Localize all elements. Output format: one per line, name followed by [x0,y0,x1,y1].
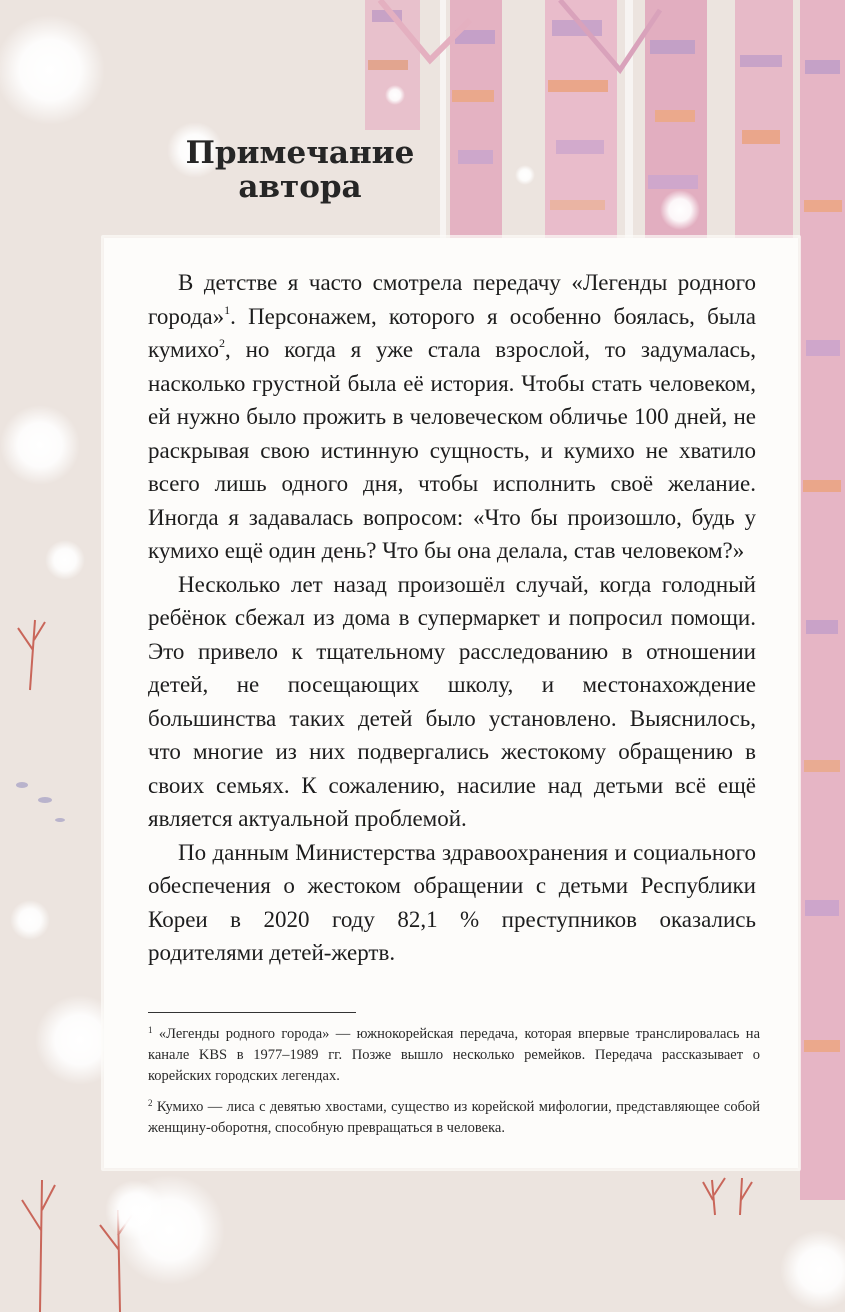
body-text [148,266,756,970]
footnote-divider [148,1012,356,1013]
paragraph-3: По данным Министерства здравоохранения и социального обеспечения о жестоком обращении с детьми Республики Кореи в 2020 году 82,1 % преступников оказались родителями детей-жертв. [148,839,756,965]
footnote-2: $^2$ Кумихо — лиса с девятью хвостами, существо из корейской мифологии, представляющее собой женщину-оборотня, способную превращаться в человека. [148,1098,761,1136]
ground-marks [16,782,65,822]
footnote-ref-2[interactable]: 2 [219,336,226,350]
page-title [150,136,450,204]
page-title-line2: автора [238,169,362,205]
paragraph-2: Несколько лет назад произошёл случай, когда голодный ребёнок сбежал из дома в супермаркет и попросил помощи. Это привело к тщательному расследованию в отношении детей, не посещающих школу, и местонахождение большинства таких детей было установлено. Выяснилось, что многие из них подвергались жестокому обращению в своих семьях. К сожалению, насилие над детьми всё ещё является актуальной проблемой. [148,571,756,831]
text-card [104,238,798,1168]
footnote-mark: 2 [148,1098,153,1108]
footnote-1: $^1$ «Легенды родного города» — южнокорейская передача, которая впервые транслировалась на канале KBS в 1977–1989 гг. Позже вышло несколько ремейков. Передача рассказывает о корейских городских легендах. [148,1025,761,1084]
footnote-mark: 1 [148,1025,153,1035]
paragraph-1: В детстве я часто смотрела передачу «Легенды родного города»$^1$. Персонажем, которого я особенно боялась, была кумихо$^2$, но когда я уже стала взрослой, то задумалась, насколько грустной была её история. Чтобы стать человеком, ей нужно было прожить в человеческом обличье 100 дней, не раскрывая свою истинную сущность, и кумихо не хватило всего лишь одного дня, чтобы исполнить своё желание. Иногда я задавалась вопросом: «Что бы произошло, будь у кумихо ещё один день? Что бы она делала, став человеком?» [148,270,756,563]
footnotes [148,1024,760,1149]
footnote-ref-1[interactable]: 1 [224,302,231,317]
page-title-line1: Примечание [185,135,415,171]
